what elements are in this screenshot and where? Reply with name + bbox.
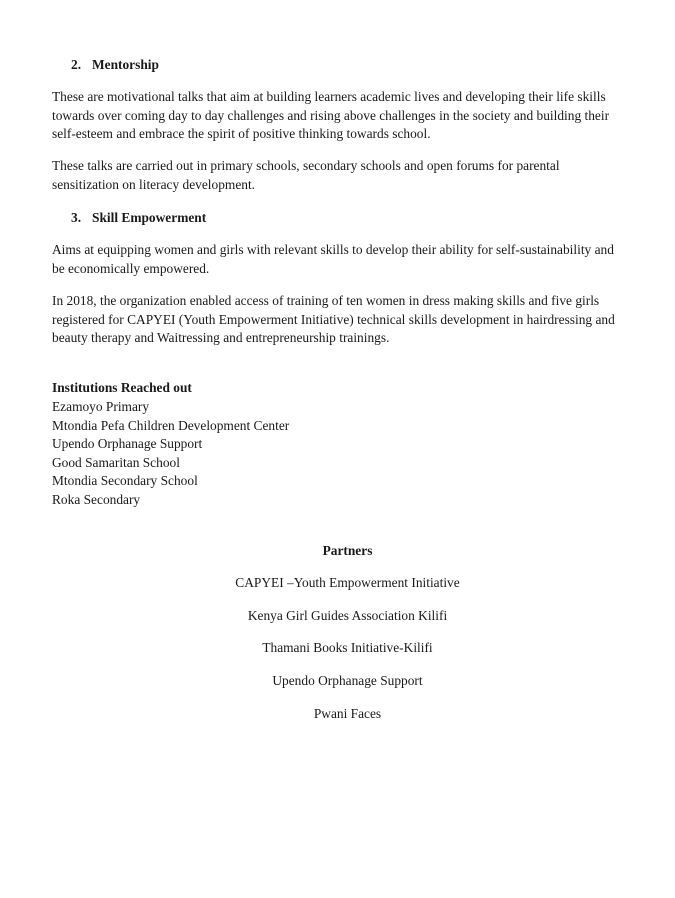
partners-title: Partners xyxy=(322,543,373,558)
partner-item: Kenya Girl Guides Association Kilifi xyxy=(247,607,448,623)
institution-item: Good Samaritan School xyxy=(52,454,180,470)
paragraph-line: registered for CAPYEI (Youth Empowerment Initiative) technical skills development in hairdressing and xyxy=(52,311,615,327)
skill-empowerment-heading xyxy=(71,209,206,227)
partners-list xyxy=(10,574,675,737)
paragraph-line: sensitization on literacy development. xyxy=(52,176,256,192)
paragraph-line: Aims at equipping women and girls with relevant skills to develop their ability for self-sustainability and xyxy=(52,242,614,257)
institution-item: Mtondia Secondary School xyxy=(52,473,198,489)
paragraph-line: towards over coming day to day challenges and rising above challenges in the society and building their xyxy=(52,107,610,123)
paragraph-line: be economically empowered. xyxy=(52,260,210,276)
institution-item: Mtondia Pefa Children Development Center xyxy=(52,417,290,433)
institution-item: Upendo Orphanage Support xyxy=(52,436,203,452)
partner-item: CAPYEI –Youth Empowerment Initiative xyxy=(235,575,460,590)
institution-item: Ezamoyo Primary xyxy=(52,399,150,414)
institutions-list xyxy=(52,398,289,510)
skill-empowerment-paragraph-1 xyxy=(52,241,652,278)
mentorship-heading xyxy=(71,56,159,74)
skill-empowerment-number: 3. xyxy=(71,210,82,225)
institutions-title: Institutions Reached out xyxy=(52,380,192,395)
mentorship-title: Mentorship xyxy=(92,57,159,72)
mentorship-number: 2. xyxy=(71,57,82,72)
paragraph-line: self-esteem and embrace the spirit of positive thinking towards school. xyxy=(52,126,431,141)
paragraph-line: These talks are carried out in primary schools, secondary schools and open forums for parental xyxy=(52,158,560,173)
partner-item: Thamani Books Initiative-Kilifi xyxy=(262,640,433,656)
paragraph-line: beauty therapy and Waitressing and entrepreneurship trainings. xyxy=(52,330,390,345)
mentorship-paragraph-1 xyxy=(52,88,652,144)
paragraph-line: These are motivational talks that aim at building learners academic lives and developing their life skills xyxy=(52,89,606,104)
skill-empowerment-paragraph-2 xyxy=(52,292,652,348)
paragraph-line: In 2018, the organization enabled access of training of ten women in dress making skills and five girls xyxy=(52,293,600,308)
skill-empowerment-title: Skill Empowerment xyxy=(92,210,207,225)
partner-item: Pwani Faces xyxy=(313,705,382,721)
partner-item: Upendo Orphanage Support xyxy=(272,673,423,689)
institution-item: Roka Secondary xyxy=(52,491,141,507)
mentorship-paragraph-2 xyxy=(52,157,652,194)
